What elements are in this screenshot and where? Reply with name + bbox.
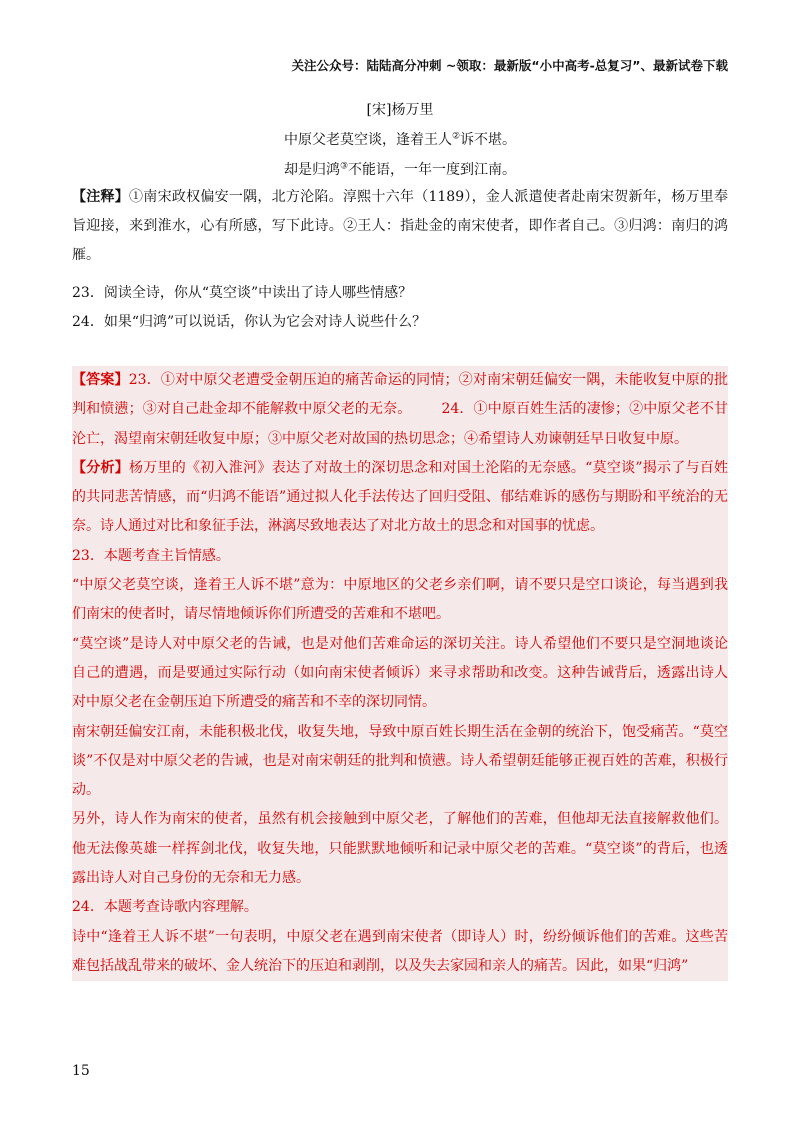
question-23: 23．阅读全诗，你从“莫空谈”中读出了诗人哪些情感？: [72, 285, 413, 301]
question-24: 24．如果“归鸿”可以说话，你认为它会对诗人说些什么？: [72, 314, 427, 330]
poem-author: [宋]杨万里: [366, 102, 434, 118]
answer-label: 【答案】: [72, 372, 129, 388]
analysis-q23-p4: 另外，诗人作为南宋的使者，虽然有机会接触到中原父老，了解他们的苦难，但他却无法直接解救他们。他无法像英雄一样挥剑北伐，收复失地，只能默默地倾听和记录中原父老的苦难。“莫空谈”的背后，也透露出诗人对自己身份的无奈和无力感。: [72, 811, 728, 887]
poem-line-1-end: 诉不堪。: [460, 132, 517, 148]
analysis-q24-p1: 诗中“逢着王人诉不堪”一句表明，中原父老在遇到南宋使者（即诗人）时，纷纷倾诉他们的苦难。这些苦难包括战乱带来的破坏、金人统治下的压迫和剥削，以及失去家园和亲人的痛苦。因此，如果“归鸿”: [72, 928, 728, 974]
footnote-mark-2: ②: [451, 131, 461, 142]
analysis-q24-title: 24．本题考查诗歌内容理解。: [72, 899, 258, 916]
answer-part-24: 24．①中原百姓生活的凄惨；②中原父老不甘沦亡，渴望南宋朝廷收复中原；③中原父老对故国的热切思念；④希望诗人劝谏朝廷早日收复中原。: [72, 401, 728, 447]
header-banner: 关注公众号：陆陆高分冲刺 ~领取：最新版“小中高考-总复习”、最新试卷下载: [291, 58, 728, 73]
poem-line-2-end: 不能语，一年一度到江南。: [348, 162, 517, 178]
poem-line-2-text: 却是归鸿: [283, 162, 340, 178]
poem-line-1: [0, 129, 800, 149]
analysis-q23-p2: “莫空谈”是诗人对中原父老的告诫，也是对他们苦难命运的深切关注。诗人希望他们不要只是空洞地谈论自己的遭遇，而是要通过实际行动（如向南宋使者倾诉）来寻求帮助和改变。这种告诫背后，透露出诗人对中原父老在金朝压迫下所遭受的痛苦和不幸的深切同情。: [72, 635, 728, 711]
analysis-q23-p3: 南宋朝廷偏安江南，未能积极北伐，收复失地，导致中原百姓长期生活在金朝的统治下，饱受痛苦。“莫空谈”不仅是对中原父老的告诫，也是对南宋朝廷的批判和愤懑。诗人希望朝廷能够正视百姓的苦难，积极行动。: [72, 723, 728, 799]
poem-line-1-text: 中原父老莫空谈，逢着王人: [283, 132, 452, 148]
analysis-q23-title: 23．本题考查主旨情感。: [72, 547, 230, 564]
footnote-mark-3: ③: [339, 161, 349, 172]
poem-line-2: [0, 159, 800, 179]
note-label: 【注释】: [72, 189, 130, 205]
analysis-q23-p1: “中原父老莫空谈，逢着王人诉不堪”意为：中原地区的父老乡亲们啊，请不要只是空口谈论，每当遇到我们南宋的使者时，请尽情地倾诉你们所遭受的苦难和不堪吧。: [72, 577, 728, 623]
analysis-label: 【分析】: [72, 459, 130, 476]
analysis-intro: 杨万里的《初入淮河》表达了对故土的深切思念和对国土沦陷的无奈感。“莫空谈”揭示了与百姓的共同悲苦情感，而“归鸿不能语”通过拟人化手法传达了回归受阻、郁结难诉的感伤与期盼和平统治的无奈。诗人通过对比和象征手法，淋漓尽致地表达了对北方故土的思念和对国事的忧虑。: [72, 459, 729, 535]
answer-paragraph: [72, 366, 728, 454]
page-number: 15: [72, 1063, 90, 1079]
answer-analysis-block: [72, 366, 728, 981]
analysis-paragraph: [72, 454, 728, 542]
answer-part-23: 23．①对中原父老遭受金朝压迫的痛苦命运的同情；②对南宋朝廷偏安一隅，未能收复中原的批判和愤懑；③对自己赴金却不能解救中原父老的无奈。: [72, 372, 729, 418]
note-text: ①南宋政权偏安一隅，北方沦陷。淳熙十六年（1189），金人派遣使者赴南宋贺新年，杨万里奉旨迎接，来到淮水，心有所感，写下此诗。②王人：指赴金的南宋使者，即作者自己。③归鸿：南归的鸿雁。: [72, 189, 729, 263]
note-paragraph: [72, 183, 728, 270]
